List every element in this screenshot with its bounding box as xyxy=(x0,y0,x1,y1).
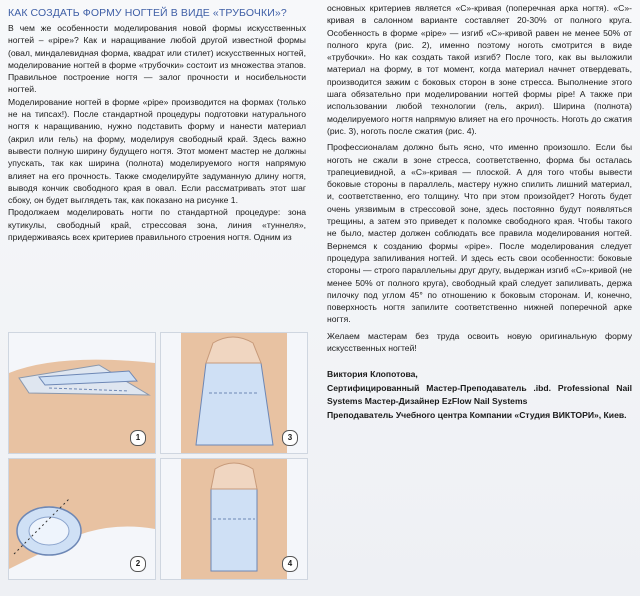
left-paragraph: В чем же особенности моделирования новой формы искусственных ногтей – «pipe»? Как и наращивание любой другой известной формы (овал, миндалевидная форма, квадрат или стилет) искусственных ногтей, моделирование ногтей в форме «трубочки» состоит из множества этапов. Правильное построение ногтя — залог прочности и носибельности ногтей. xyxy=(8,23,306,95)
figure-3 xyxy=(160,332,308,454)
right-paragraph: основных критериев является «С»-кривая (поперечная арка ногтя). «С»-кривая в салонном варианте составляет 20-30% от полного круга. Особенность в форме «pipe» — изгиб «С»-кривой равен не менее 50% от полного круга (рис. 2), именно поэтому ноготь смотрится в виде «трубочки». Но как создать такой изгиб? После того, как вы выложили материал на форму, в тот момент, когда материал начнет отвердевать, производится зажим с боковых сторон в зоне стресса. Выполнение этого шага обязательно при моделировании ногтей формы pipe! А также при использовании любой технологии (гель, акрил). Ширина (полнота) моделируемого ногтя напрямую влияет на его прочность. Ноготь до сжатия (рис. 3), ноготь после сжатия (рис. 4). xyxy=(327,3,632,136)
author-name: Виктория Клопотова, xyxy=(327,369,418,380)
left-paragraph: Моделирование ногтей в форме «pipe» производится на формах (только не на типсах!). После стандартной процедуры подготовки натурального ногтя к наращиванию, нужно подставить форму и нанести материал (акрил или гель) на форму, моделируя свободный край. Здесь важно вывести полную ширину будущего ногтя. Этот момент мастер не должны упускать, так как ширина (полнота) моделируемого ногтя напрямую влияет на его прочность. Также смоделируйте задуманную длину ногтя, выводя кончик свободного края в овал. Если рассматривать этот шаг сбоку, он будет выглядеть так, как показано на рисунке 1. xyxy=(8,96,306,206)
figure-number: 2 xyxy=(130,556,146,572)
figure-number: 4 xyxy=(282,556,298,572)
left-column xyxy=(8,22,306,243)
figure-1 xyxy=(8,332,156,454)
author-affiliation: Преподаватель Учебного центра Компании «Студия ВИКТОРИ», Киев. xyxy=(327,409,627,420)
figure-number: 1 xyxy=(130,430,146,446)
signature-block xyxy=(327,368,632,422)
right-paragraph: Желаем мастерам без труда освоить новую оригинальную форму искусственных ногтей! xyxy=(327,330,632,354)
author-title: Сертифицированный Мастер-Преподаватель .ibd. Professional Nail Systems Мастер-Дизайнер EzFlow Nail Systems xyxy=(327,382,632,407)
figure-grid xyxy=(8,332,314,584)
left-paragraph: Продолжаем моделировать ногти по стандартной процедуре: зона кутикулы, свободный край, стрессовая зона, линия «туннеля», придерживаясь всех критериев правильного строения ногтя. Одним из xyxy=(8,207,306,243)
figure-number: 3 xyxy=(282,430,298,446)
right-paragraph: Профессионалам должно быть ясно, что именно произошло. Если бы ноготь не сжали в зоне стресса, соответственно, форма бы осталась трапециевидной, а «С»-кривая — плоской. А для того чтобы вывести боковые стороны в параллель, мастеру нужно спилить лишний материал, и, соответственно, его толщину. Что при этом произойдет? Ноготь будет очень уязвимым в стрессовой зоне, здесь постоянно будут появляться трещины, а затем это приведет к поломке свободного края. Чтобы такого не было, мастер должен соблюдать все правила моделирования ногтей. Вернемся к созданию формы «pipe». После моделирования следует процедура запиливания ногтей. И здесь есть свои особенности: боковые стороны — строго параллельны друг другу, выдержан изгиб «С»-кривой (не менее 50% от полного круга), свободный край следует запиливать, держа пилочку под углом 45° по отношению к боковым сторонам. И, конечно, поверхность ногтя запилите соответственно нижней поперечной арке ногтя. xyxy=(327,142,632,325)
article-title: КАК СОЗДАТЬ ФОРМУ НОГТЕЙ В ВИДЕ «ТРУБОЧКИ»? xyxy=(8,7,287,19)
figure-2 xyxy=(8,458,156,580)
right-column xyxy=(327,2,632,422)
figure-4 xyxy=(160,458,308,580)
